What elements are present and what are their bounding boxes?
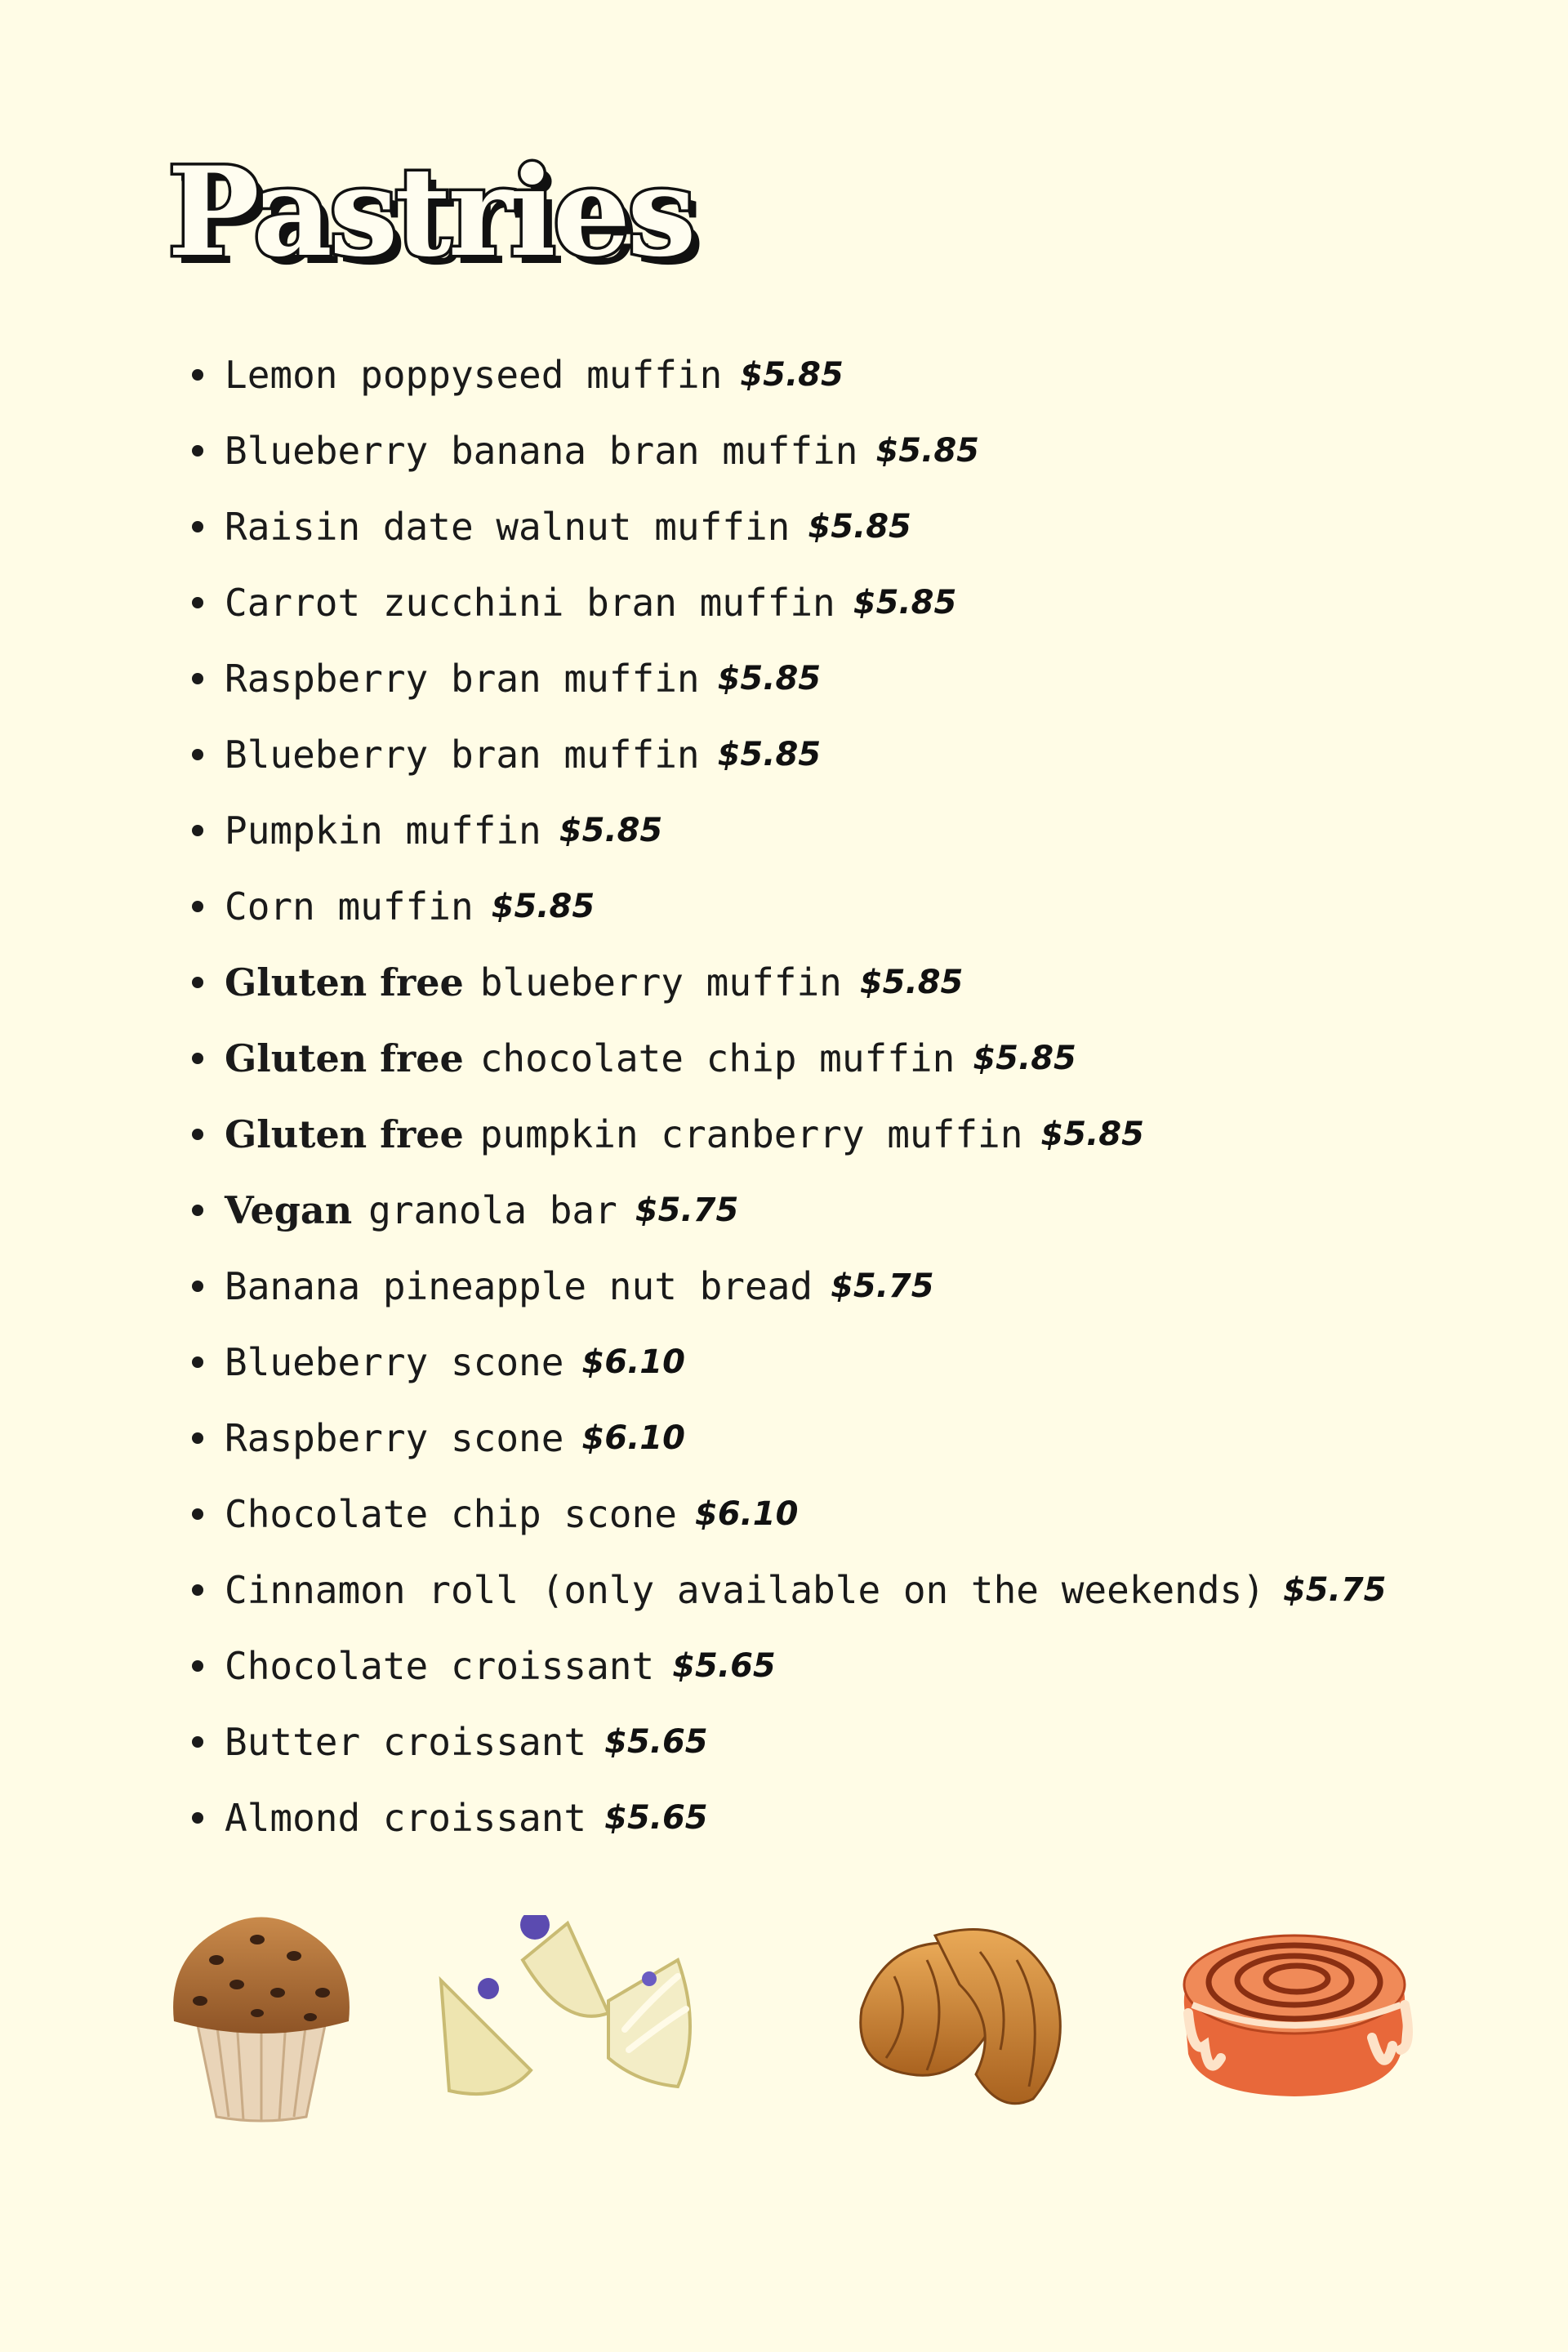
item-price: $5.85 (875, 431, 979, 470)
pastry-menu-list (192, 336, 1386, 1855)
menu-item (192, 868, 1386, 944)
item-name: Blueberry banana bran muffin (225, 428, 858, 473)
menu-item (192, 1324, 1386, 1400)
item-name: granola bar (368, 1187, 617, 1232)
bullet-icon (192, 749, 203, 760)
item-price: $5.85 (859, 963, 964, 1001)
item-name: Pumpkin muffin (225, 808, 541, 853)
item-price: $6.10 (581, 1343, 685, 1381)
bullet-icon (192, 825, 203, 836)
item-name: Almond croissant (225, 1795, 587, 1840)
item-qualifier: Vegan (225, 1187, 353, 1232)
bullet-icon (192, 445, 203, 457)
bullet-icon (192, 521, 203, 532)
bullet-icon (192, 1129, 203, 1140)
item-name: Cinnamon roll (only available on the weekends) (225, 1567, 1265, 1612)
item-name: Blueberry scone (225, 1339, 564, 1384)
bullet-icon (192, 1356, 203, 1368)
item-name: pumpkin cranberry muffin (479, 1111, 1023, 1156)
menu-item (192, 1704, 1386, 1780)
menu-item (192, 1476, 1386, 1552)
item-name: Corn muffin (225, 884, 474, 929)
item-qualifier: Gluten free (225, 1111, 464, 1156)
item-name: chocolate chip muffin (479, 1036, 956, 1080)
menu-item (192, 640, 1386, 716)
bullet-icon (192, 1584, 203, 1596)
menu-item (192, 336, 1386, 412)
bullet-icon (192, 1053, 203, 1064)
item-name: blueberry muffin (479, 960, 842, 1004)
menu-item (192, 716, 1386, 792)
bullet-icon (192, 1736, 203, 1748)
bullet-icon (192, 1281, 203, 1292)
menu-item (192, 1780, 1386, 1855)
menu-item (192, 1628, 1386, 1704)
bullet-icon (192, 1812, 203, 1824)
item-price: $5.85 (808, 507, 911, 546)
item-qualifier: Gluten free (225, 960, 464, 1004)
item-price: $5.85 (559, 811, 663, 849)
bullet-icon (192, 1205, 203, 1216)
croissants-illustration (837, 1911, 1082, 2123)
bullet-icon (192, 369, 203, 381)
item-qualifier: Gluten free (225, 1036, 464, 1080)
menu-item (192, 412, 1386, 488)
item-name: Banana pineapple nut bread (225, 1263, 813, 1308)
menu-item (192, 1020, 1386, 1096)
item-price: $5.65 (604, 1722, 708, 1761)
menu-item (192, 1400, 1386, 1476)
item-price: $5.65 (672, 1646, 776, 1685)
item-name: Chocolate chip scone (225, 1491, 677, 1536)
menu-item (192, 488, 1386, 564)
menu-item (192, 564, 1386, 640)
bullet-icon (192, 1508, 203, 1520)
item-name: Carrot zucchini bran muffin (225, 580, 835, 625)
item-price: $5.85 (853, 583, 957, 621)
item-name: Blueberry bran muffin (225, 732, 700, 777)
item-price: $5.75 (1282, 1570, 1387, 1609)
item-price: $5.85 (717, 659, 822, 697)
menu-item (192, 1096, 1386, 1172)
item-name: Raisin date walnut muffin (225, 504, 791, 549)
item-price: $5.85 (740, 355, 844, 394)
item-price: $6.10 (581, 1419, 685, 1457)
menu-item (192, 944, 1386, 1020)
menu-item (192, 792, 1386, 868)
item-price: $5.85 (1040, 1115, 1144, 1153)
item-price: $5.85 (973, 1039, 1076, 1077)
menu-item (192, 1552, 1386, 1628)
bullet-icon (192, 1660, 203, 1672)
bullet-icon (192, 977, 203, 988)
item-name: Lemon poppyseed muffin (225, 352, 723, 397)
item-name: Raspberry bran muffin (225, 656, 700, 701)
item-price: $6.10 (694, 1494, 799, 1533)
muffin-illustration (159, 1903, 363, 2123)
bullet-icon (192, 673, 203, 684)
item-name: Chocolate croissant (225, 1643, 655, 1688)
item-price: $5.75 (635, 1191, 739, 1229)
item-price: $5.85 (491, 887, 595, 925)
scones-illustration (433, 1915, 719, 2111)
item-name: Raspberry scone (225, 1415, 564, 1460)
item-price: $5.85 (717, 735, 822, 773)
item-price: $5.65 (604, 1798, 708, 1837)
cinnamon-roll-illustration (1168, 1915, 1421, 2103)
bullet-icon (192, 1432, 203, 1444)
item-price: $5.75 (831, 1267, 934, 1305)
menu-item (192, 1248, 1386, 1324)
menu-item (192, 1172, 1386, 1248)
bullet-icon (192, 901, 203, 912)
bullet-icon (192, 597, 203, 608)
page-title: Pastries (167, 140, 693, 284)
item-name: Butter croissant (225, 1719, 587, 1764)
